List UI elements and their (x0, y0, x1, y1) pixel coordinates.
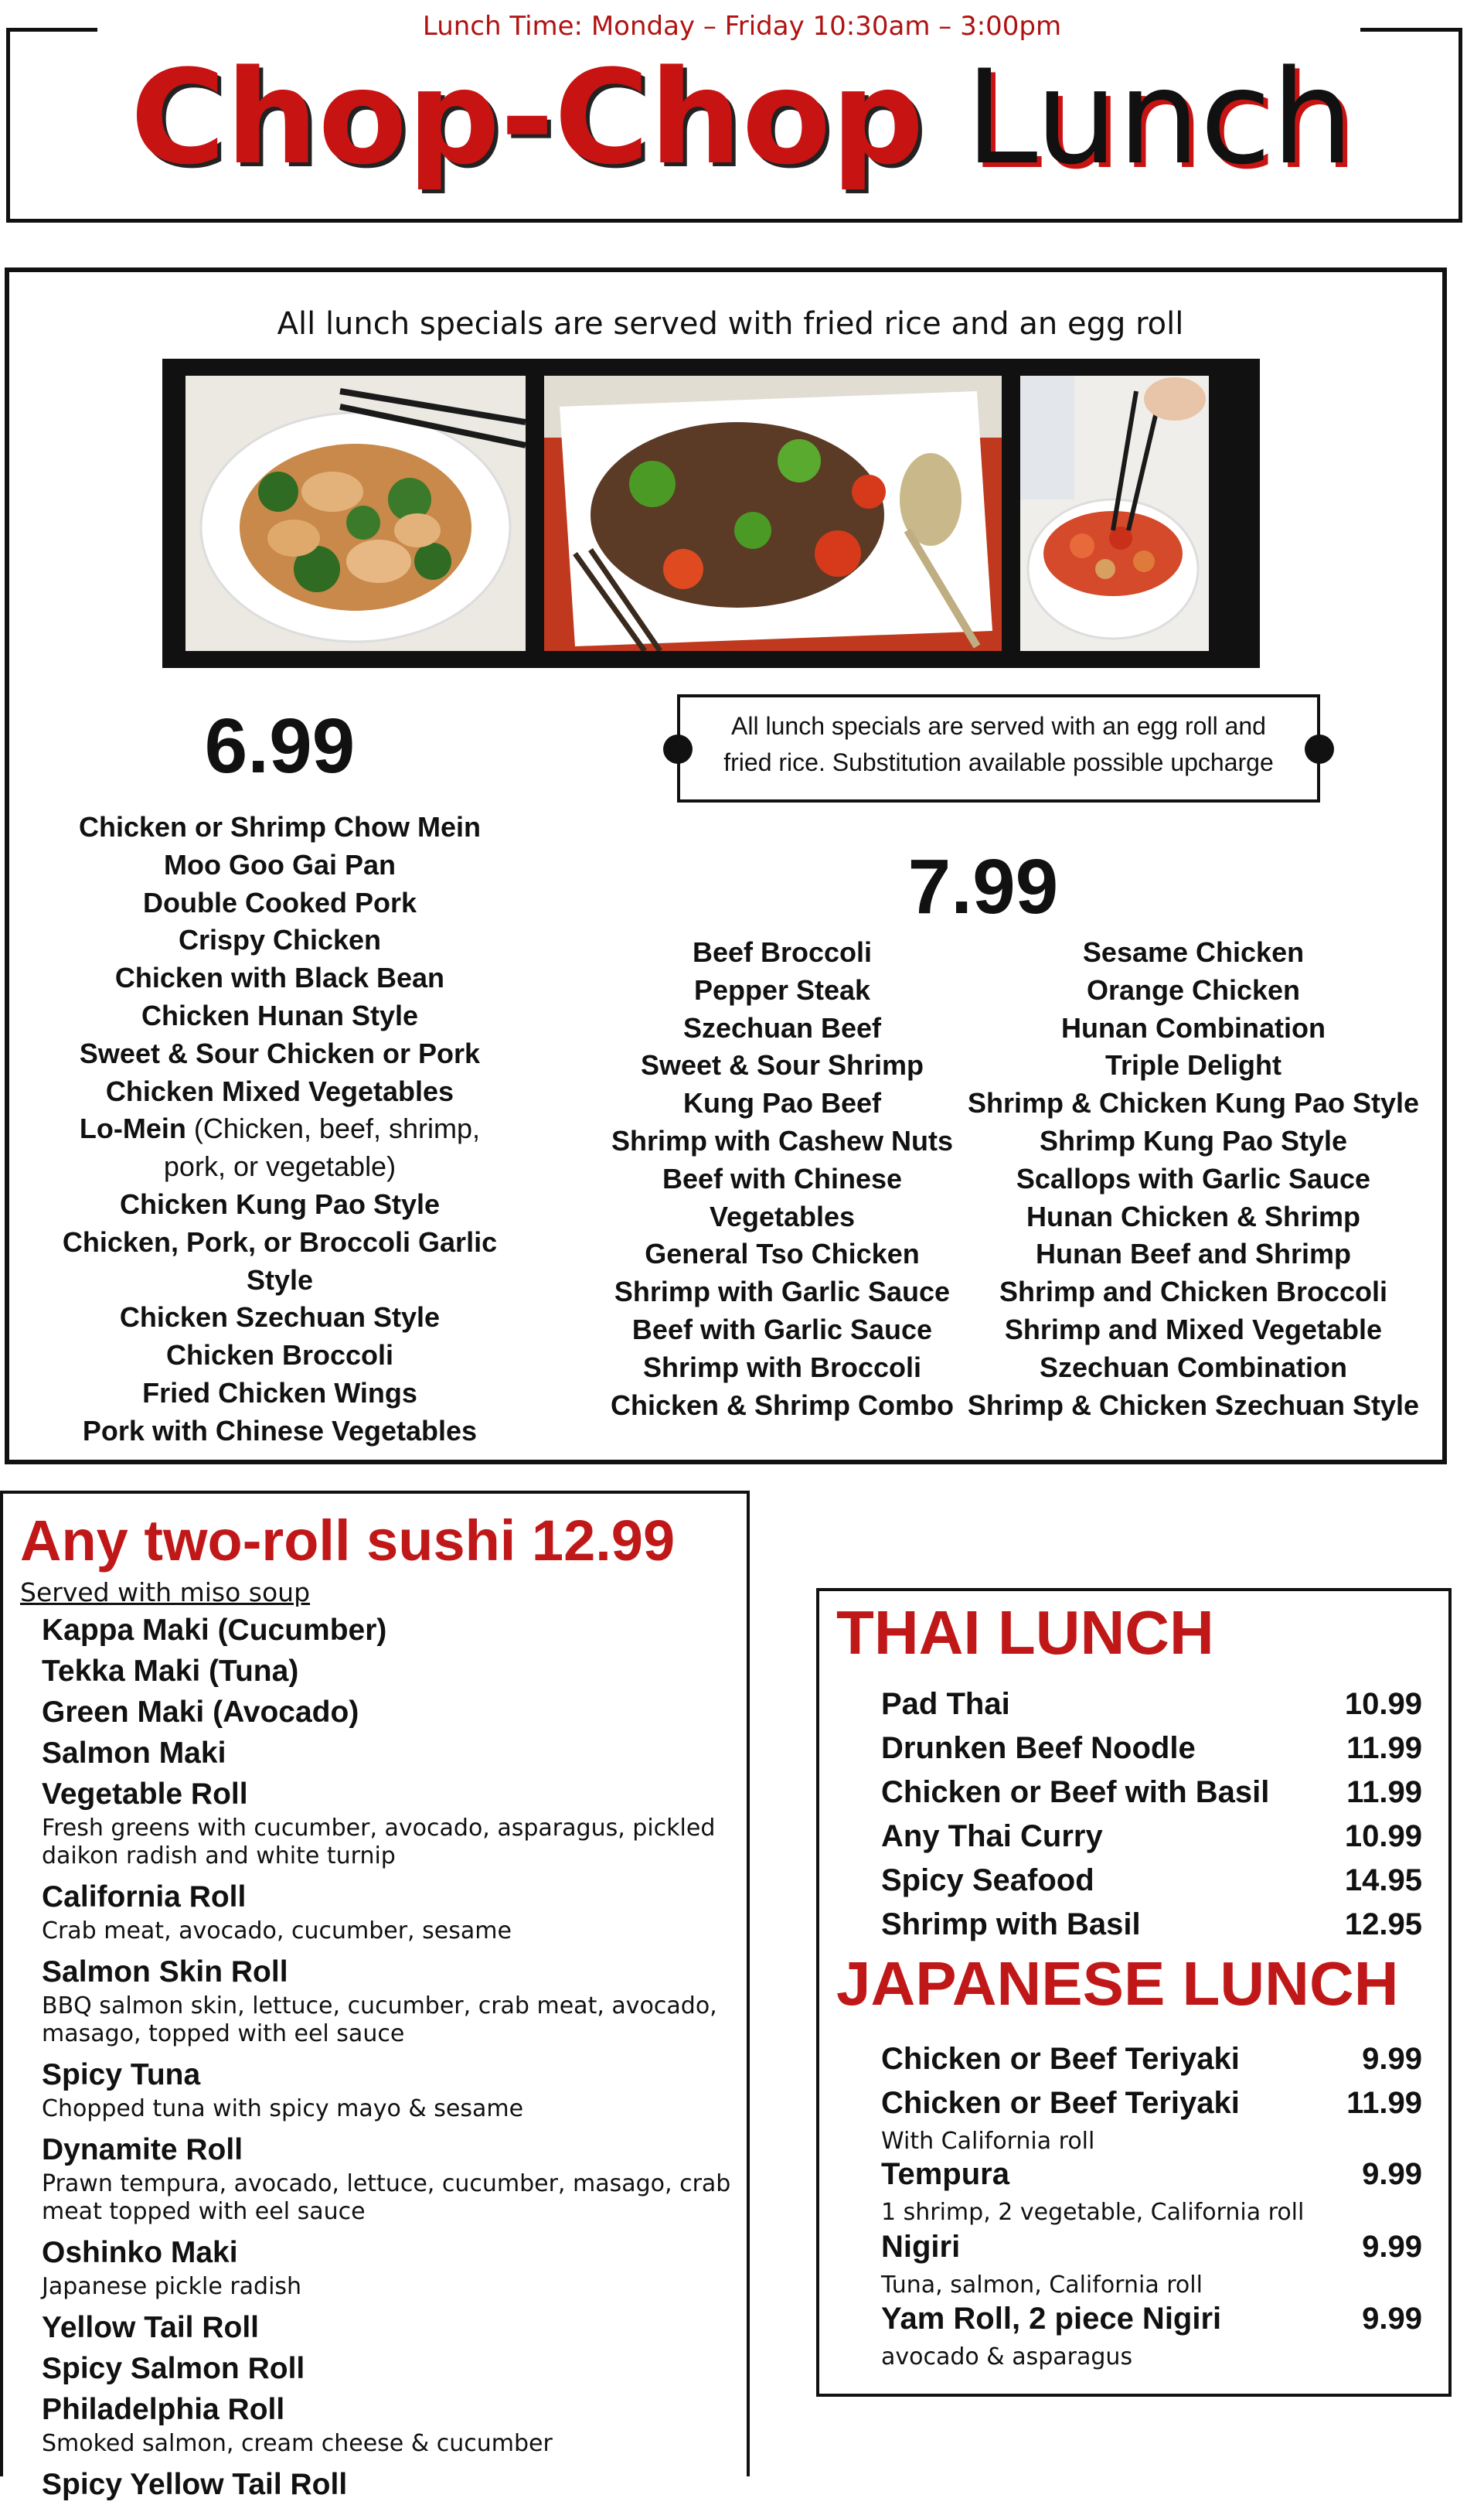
notice-dot-right (1305, 734, 1334, 764)
lomein-options-line2: pork, or vegetable) (163, 1150, 397, 1183)
menu-item: Sweet & Sour Chicken or Pork (79, 1037, 481, 1069)
sushi-item-desc: Crab meat, avocado, cucumber, sesame (42, 1917, 512, 1944)
item-name: Nigiri (881, 2230, 961, 2264)
item-name: Yam Roll, 2 piece Nigiri (881, 2302, 1222, 2336)
item-price: 11.99 (1346, 2086, 1422, 2120)
photo-strip (162, 359, 1260, 668)
sweet-sour-chicken-photo (1020, 376, 1209, 651)
menu-7-99-list-a (589, 934, 975, 1424)
notice-box (677, 694, 1320, 803)
item-price: 11.99 (1346, 1775, 1422, 1809)
item-name: Chicken or Beef with Basil (881, 1775, 1270, 1809)
title-lunch: Lunch (965, 42, 1354, 193)
item-price: 14.95 (1344, 1863, 1422, 1897)
sushi-item: Salmon Skin Roll (42, 1955, 288, 1989)
menu-item: Shrimp with Cashew Nuts (611, 1124, 954, 1157)
menu-item: Shrimp Kung Pao Style (1039, 1124, 1348, 1157)
lomein-options: (Chicken, beef, shrimp, (186, 1113, 481, 1145)
menu-item: Vegetables (709, 1200, 856, 1232)
item-name: Chicken or Beef Teriyaki (881, 2086, 1240, 2120)
item-name: Any Thai Curry (881, 1819, 1103, 1853)
menu-item: Chicken Mixed Vegetables (105, 1075, 454, 1107)
menu-item: Chicken Kung Pao Style (119, 1188, 441, 1220)
sushi-title: Any two-roll sushi 12.99 (20, 1508, 676, 1573)
item-price: 9.99 (1362, 2230, 1422, 2264)
chicken-broccoli-photo (186, 376, 526, 651)
menu-item: Sweet & Sour Shrimp (640, 1049, 924, 1082)
menu-item: Sesame Chicken (1082, 936, 1305, 968)
item-name: Drunken Beef Noodle (881, 1731, 1196, 1765)
sushi-item: Philadelphia Roll (42, 2393, 285, 2426)
thai-lunch-title: THAI LUNCH (836, 1598, 1214, 1667)
sushi-item-desc: Japanese pickle radish (42, 2273, 302, 2300)
menu-item: Chicken & Shrimp Combo (610, 1389, 955, 1421)
item-price: 11.99 (1346, 1731, 1422, 1765)
sushi-item: Spicy Tuna (42, 2058, 201, 2091)
notice-line: All lunch specials are served with an egg roll and (731, 712, 1266, 740)
sushi-item: Spicy Yellow Tail Roll (42, 2468, 348, 2501)
menu-item: Shrimp & Chicken Kung Pao Style (967, 1087, 1420, 1120)
menu-item: Pork with Chinese Vegetables (82, 1414, 478, 1447)
sushi-item: Yellow Tail Roll (42, 2311, 259, 2344)
lunch-specials-box (5, 268, 1447, 1464)
menu-6-99-list (48, 809, 512, 1450)
menu-item: Scallops with Garlic Sauce (1016, 1162, 1371, 1195)
menu-item: Chicken Hunan Style (141, 999, 419, 1031)
item-price: 10.99 (1344, 1687, 1422, 1721)
menu-item: Chicken Broccoli (165, 1339, 394, 1372)
item-name: Tempura (881, 2157, 1009, 2191)
menu-item: Pepper Steak (693, 973, 871, 1006)
item-name: Shrimp with Basil (881, 1907, 1141, 1941)
menu-item: Kung Pao Beef (682, 1087, 882, 1120)
sushi-item: Green Maki (Avocado) (42, 1696, 359, 1729)
sushi-subtitle: Served with miso soup (20, 1577, 311, 1607)
sushi-item: Spicy Salmon Roll (42, 2352, 305, 2385)
sushi-item: Salmon Maki (42, 1736, 226, 1770)
menu-item: Chicken Szechuan Style (119, 1301, 441, 1334)
japanese-item-desc: 1 shrimp, 2 vegetable, California roll (881, 2199, 1305, 2226)
item-price: 9.99 (1362, 2302, 1422, 2336)
restaurant-title (0, 40, 1484, 195)
item-name: Spicy Seafood (881, 1863, 1094, 1897)
notice-dot-left (663, 734, 693, 764)
sushi-item-desc: Fresh greens with cucumber, avocado, asparagus, pickled daikon radish and white turnip (42, 1815, 716, 1869)
menu-item: Hunan Chicken & Shrimp (1026, 1200, 1361, 1232)
menu-item: Beef Broccoli (692, 936, 873, 968)
sushi-list (42, 1610, 745, 2505)
menu-item: Hunan Combination (1061, 1011, 1326, 1044)
item-price: 9.99 (1362, 2042, 1422, 2076)
menu-item: Shrimp & Chicken Szechuan Style (967, 1389, 1420, 1421)
menu-item: Shrimp and Mixed Vegetable (1004, 1313, 1383, 1345)
intro-text: All lunch specials are served with fried rice and an egg roll (277, 306, 1184, 342)
menu-item: Moo Goo Gai Pan (163, 848, 396, 881)
sushi-item-desc: Smoked salmon, cream cheese & cucumber (42, 2430, 553, 2457)
menu-item: Fried Chicken Wings (142, 1376, 417, 1409)
item-price: 10.99 (1344, 1819, 1422, 1853)
menu-item: Hunan Beef and Shrimp (1035, 1238, 1352, 1270)
japanese-item-desc: Tuna, salmon, California roll (881, 2272, 1203, 2299)
menu-7-99-list-b (954, 934, 1433, 1424)
lomein-name: Lo-Mein (79, 1113, 186, 1145)
item-price: 12.95 (1344, 1907, 1422, 1941)
menu-item: General Tso Chicken (645, 1238, 920, 1270)
sushi-item: Oshinko Maki (42, 2236, 238, 2269)
menu-item: Chicken, Pork, or Broccoli Garlic (62, 1225, 498, 1258)
lunch-hours: Lunch Time: Monday – Friday 10:30am – 3:00pm (422, 11, 1062, 42)
title-chop-chop: Chop-Chop (130, 42, 924, 193)
sushi-item-desc: BBQ salmon skin, lettuce, cucumber, crab meat, avocado, masago, topped with eel sauce (42, 1992, 717, 2047)
sushi-item: California Roll (42, 1880, 247, 1914)
menu-item: Shrimp with Garlic Sauce (614, 1276, 951, 1308)
sushi-box (0, 1491, 750, 2501)
menu-item: Chicken with Black Bean (114, 962, 445, 994)
menu-item: Triple Delight (1104, 1049, 1282, 1082)
item-name: Pad Thai (881, 1687, 1010, 1721)
menu-item: Szechuan Beef (682, 1011, 882, 1044)
menu-item: Double Cooked Pork (142, 886, 417, 918)
sushi-item-desc: Prawn tempura, avocado, lettuce, cucumber, masago, crab meat topped with eel sauce (42, 2170, 731, 2225)
item-name: Chicken or Beef Teriyaki (881, 2042, 1240, 2076)
sushi-item: Dynamite Roll (42, 2133, 243, 2166)
menu-item: Shrimp with Broccoli (642, 1351, 922, 1383)
japanese-item-desc: avocado & asparagus (881, 2343, 1133, 2370)
japanese-lunch-title: JAPANESE LUNCH (836, 1949, 1399, 2018)
price-6-99: 6.99 (204, 703, 356, 789)
menu-item: Szechuan Combination (1039, 1351, 1348, 1383)
notice-line: fried rice. Substitution available possible upcharge (723, 748, 1274, 776)
sushi-item-desc: Chopped tuna with spicy mayo & sesame (42, 2095, 524, 2122)
menu-item: Beef with Garlic Sauce (631, 1313, 933, 1345)
menu-item: Crispy Chicken (178, 924, 382, 956)
menu-item: Chicken or Shrimp Chow Mein (78, 811, 482, 843)
japanese-item-desc: With California roll (881, 2128, 1095, 2155)
thai-japanese-box (816, 1588, 1452, 2397)
price-7-99: 7.99 (907, 844, 1059, 930)
item-price: 9.99 (1362, 2157, 1422, 2191)
menu-item: Style (246, 1263, 314, 1296)
menu-item: Shrimp and Chicken Broccoli (999, 1276, 1388, 1308)
menu-item: Orange Chicken (1086, 973, 1301, 1006)
sushi-item: Vegetable Roll (42, 1777, 248, 1811)
menu-item: Beef with Chinese (662, 1162, 903, 1195)
pepper-steak-photo (544, 376, 1002, 651)
menu-item-lomein (48, 1110, 512, 1148)
sushi-item: Tekka Maki (Tuna) (42, 1655, 299, 1688)
sushi-item: Kappa Maki (Cucumber) (42, 1614, 387, 1647)
